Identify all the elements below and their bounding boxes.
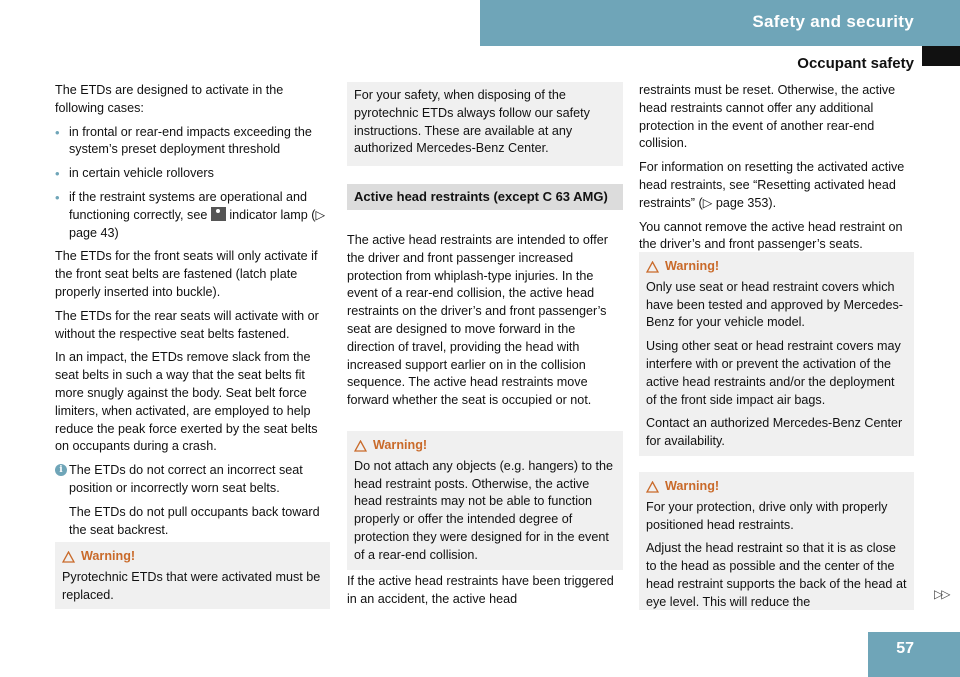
bullet-item: • if the restraint systems are operational and functioning correctly, see indicator lamp (▷ page 43) — [55, 189, 326, 240]
page-ref-arrow-icon: ▷ — [315, 207, 326, 222]
disposal-note: For your safety, when disposing of the pyrotechnic ETDs always follow our safety instructions. These are available at any authorized Mercedes-Benz Center. — [354, 88, 590, 156]
warning-box — [55, 542, 330, 609]
disposal-note-box — [347, 82, 623, 166]
page-ref-arrow-icon: ▷ — [702, 195, 716, 210]
warning-triangle-icon — [646, 481, 659, 493]
active-head-restraints-text: The active head restraints are intended to offer the driver and front passenger increased protection from whiplash-type injuries. In the event of a rear-end collision, the active head restraints on the driver’s and front passenger’s seat are designed to move forward in the direction of travel, providing the head with increased support earlier on in the collision sequence. The active head restraints move forward whether the seat is occupied or not. — [347, 233, 608, 408]
continued-icon: ▷▷ — [934, 587, 949, 601]
warning-title: Warning! — [646, 258, 907, 276]
intro-text: The ETDs are designed to activate in the following cases: — [55, 83, 284, 115]
subsection-marker — [922, 46, 960, 66]
warning-triangle-icon — [646, 261, 659, 273]
warning-title: Warning! — [646, 478, 907, 496]
impact-text: In an impact, the ETDs remove slack from the seat belts in such a way that the seat belts fit more snugly against the body. Seat belt force limiters, when activated, are employed to help reduce the peak force exerted by the seat belts on occupants during a crash. — [55, 350, 318, 454]
rear-seats-text: The ETDs for the rear seats will activate with or without the respective seat belts fastened. — [55, 308, 319, 341]
bullet-icon: • — [55, 189, 60, 205]
warning-triangle-icon — [354, 440, 367, 452]
bullet-icon: • — [55, 124, 60, 140]
front-seats-text: The ETDs for the front seats will only activate if the front seat belts are fastened (latch plate properly inserted into buckle). — [55, 249, 318, 299]
warning-title: Warning! — [62, 548, 323, 566]
page-reference[interactable]: page 43) — [69, 225, 119, 240]
subsection-title: Occupant safety — [797, 55, 914, 72]
warning-box: Warning! Only use seat or head restraint covers which have been tested and approved by Mercedes-Benz for your vehicle model. Using other seat or head restraint covers may interfere with or prevent the activation of the active head restraints and/or the deployment of the front side impact air bags. Contact an authorized Mercedes-Benz Center for availability. — [639, 252, 914, 456]
warning-text: Do not attach any objects (e.g. hangers) to the head restraint posts. Otherwise, the active head restraints may not be able to function properly or offer the intended degree of protection they were designed for in the event of a rear-end collision. — [354, 458, 614, 562]
warning-triangle-icon — [62, 551, 75, 563]
page-reference[interactable]: page 353). — [715, 195, 777, 210]
section-heading: Active head restraints (except C 63 AMG) — [347, 184, 623, 210]
warning-box — [347, 431, 623, 570]
remove-text: You cannot remove the active head restraint on the driver’s and front passenger’s seats. — [639, 219, 903, 252]
page-number: 57 — [868, 632, 960, 677]
section-title: Safety and security — [752, 12, 914, 31]
bullet-item: • in frontal or rear-end impacts exceeding the system’s preset deployment threshold — [55, 124, 312, 157]
seat-belt-warning-icon — [211, 207, 226, 221]
info-icon: i — [55, 464, 67, 476]
warning-text: Pyrotechnic ETDs that were activated must be replaced. — [62, 569, 321, 602]
warning-title: Warning! — [354, 437, 616, 455]
column-3 — [639, 82, 913, 260]
header-band — [480, 0, 960, 46]
bullet-icon: • — [55, 166, 60, 182]
reset-info-text: For information on resetting the activated active head restraints, see “Resetting activated head restraints” (▷ page 353). — [639, 160, 905, 210]
triggered-text: If the active head restraints have been triggered in an accident, the active head — [347, 574, 614, 606]
bullet-item: • in certain vehicle rollovers — [55, 166, 214, 182]
info-note: i The ETDs do not correct an incorrect seat position or incorrectly worn seat belts. The ETDs do not pull occupants back toward the seat backrest. — [55, 462, 330, 539]
reset-text: restraints must be reset. Otherwise, the active head restraints cannot offer any additional protection in the event of another rear-end collision. — [639, 83, 896, 151]
warning-box: Warning! For your protection, drive only with properly positioned head restraints. Adjust the head restraint so that it is as close to the head as possible and the center of the head restraint supports the back of the head at eye level. This will reduce the — [639, 472, 914, 610]
column-1 — [55, 82, 330, 545]
